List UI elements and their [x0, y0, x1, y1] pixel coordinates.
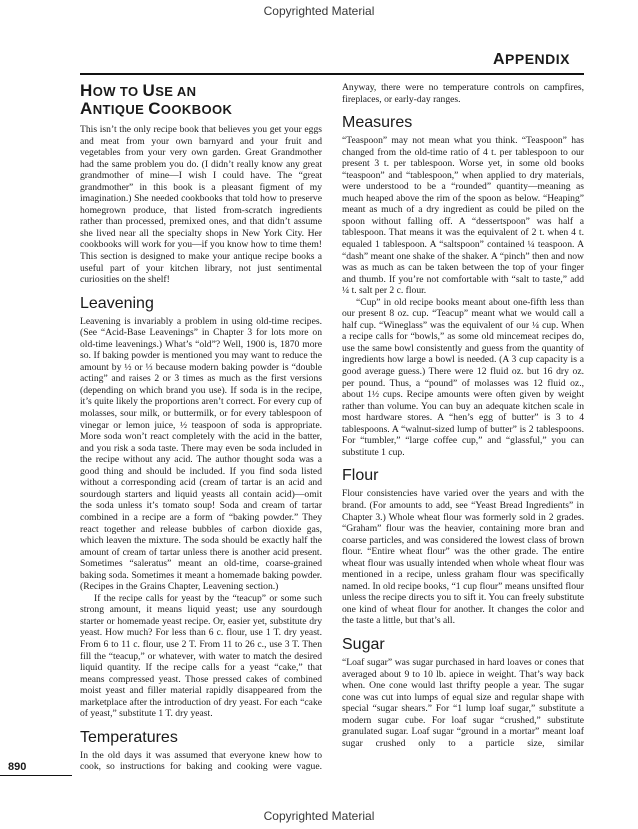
page-number: 890: [8, 761, 27, 773]
title-text: SE AN: [155, 84, 197, 99]
copyright-banner-bottom: Copyrighted Material: [263, 809, 375, 823]
flour-heading: Flour: [342, 467, 379, 485]
measures-paragraph-1: “Teaspoon” may not mean what you think. “Teaspoon” has changed from the old-time ratio of 4 t. per tablespoon to our present 3 t. per tablespoon. Worse yet, in some old books “teaspoon” and “tablespoon,” when applied to dry materials, were understood to be a “rounded” quantity—meaning as much heaped above the rim of the spoon as below. “Heaping” meant as much of a dry ingredient as could be piled on the spoon without falling off. A “dessertspoon” was half a tablespoon. That means it was the equivalent of 2 t. when 4 t. equaled 1 tablespoon. A “saltspoon” contained ¼ teaspoon. A “dash” meant one shake of the shaker. A “pinch” then and now was as much as can be taken between the top of your finger and thumb. If you’re not comfortable with “salt to taste,” add ¼ t. salt per 2 c. flour.: [342, 135, 584, 297]
sugar-heading: Sugar: [342, 635, 385, 653]
right-column: [342, 82, 584, 749]
title-initial: H: [80, 81, 93, 100]
title-initial: U: [142, 81, 156, 100]
header-rule: [80, 73, 584, 75]
title-initial: C: [148, 99, 161, 118]
left-column: [80, 82, 322, 773]
title-text: NTIQUE: [92, 102, 149, 117]
flour-paragraph: Flour consistencies have varied over the years and with the brand. (For amounts to add, see “Yeast Bread Ingredients” in Chapter 3.) Whole wheat flour was formerly sold in 2 grades. “Graham” flour was the heavier, containing more bran and coarse particles, and was considered the lowest class of brown flour. “Entire wheat flour” was the other grade. The entire wheat flour was usually intended when whole wheat flour was mentioned in a recipe, unless graham flour was specifically named. In old recipe books, “1 cup flour” means unsifted flour unless the recipe directs you to sift it. You can freely substitute one kind of wheat flour for another. It changes the color and the taste a little, but that’s all.: [342, 488, 584, 627]
temperatures-heading: Temperatures: [80, 728, 178, 746]
title-text: OW TO: [92, 84, 143, 99]
leavening-paragraph-1: Leavening is invariably a problem in using old-time recipes. (See “Acid-Base Leavenings” in Chapter 3 for lots more on old-time leavenings.) What’s “old”? Well, 1900 is, 1870 more so. If baking powder is mentioned you may want to reduce the amount by ½ or ⅓ because modern baking powder is “double acting” and raises 2 or 3 times as much as the first versions (depending on which brand you use). If soda is in the recipe, it’s quite likely the proportions aren’t correct. For every cup of molasses, sour milk, or buttermilk, or for every tablespoon of vinegar or lemon juice, ½ teaspoon of soda is appropriate. More soda won’t react completely with the acid in the batter, and you risk a soda taste. There may even be soda included in the recipe without any acid. The author thought soda was a good thing and should be included. If you find soda listed without a corresponding acid (cream of tartar is an acid and sourdough starters and liquid yeasts all contain acid)—omit the soda unless it’s tomato soup! Soda and cream of tartar combined in a recipe are a form of “baking powder.” They react together and release bubbles of carbon dioxide gas, which leaven the mixture. The soda should be exactly half the amount of cream of tartar unless there is another acid present. Sometimes “saleratus” meant an old-time, coarse-grained baking soda. Sometimes it meant a homemade baking powder. (Recipes in the Grains Chapter, Leavening section.): [80, 315, 322, 593]
measures-heading: Measures: [342, 114, 413, 132]
measures-paragraph-2: “Cup” in old recipe books meant about one-fifth less than our present 8 oz. cup. “Teacup” meant what we would call a half cup. “Wineglass” was the equivalent of our ¼ cup. When a recipe calls for “bowls,” as some old mincemeat recipes do, use the same bowl consistently and guess from the quantity of ingredients how large a bowl is needed. (A 3 cup capacity is a good average guess.) There were 12 fluid oz. but 16 dry oz. per pound. Thus, a “pound” of molasses was 12 fluid oz., about 1½ cups. Recipe amounts were often given by weight rather than volume. You can buy an adequate kitchen scale in most hardware stores. A “hen’s egg of butter” is 3 to 4 tablespoons. A “walnut-sized lump of butter” is 2 tablespoons. For “tumbler,” “large coffee cup,” and “glassful,” you can substitute 1 cup.: [342, 296, 584, 458]
intro-paragraph: This isn’t the only recipe book that believes you get your eggs and meat from your own barnyard and your fruit and vegetables from your very own garden. Great Grandmother had the same problem you do. (I didn’t really know any great grandmother of mine—I wish I could have. The “great grandmother” in this book is a pleasant figment of my imagination.) She needed cookbooks that told how to preserve homegrown produce, that listed from-scratch ingredients rather than processed, premixed ones, and that didn’t assume she lived near all the specialty shops in New York City. Her cookbooks will work for you—if you know how to time them! This section is designed to make your antique recipe books a useful part of your kitchen library, not just sentimental curiosities on the shelf!: [80, 124, 322, 286]
running-head-rest: PPENDIX: [505, 51, 570, 67]
title-initial: A: [80, 99, 93, 118]
temperatures-paragraph-1: In the old days it was assumed that everyone knew how to cook, so instructions for baking and cooking were vague.: [80, 749, 322, 773]
leavening-paragraph-2: If the recipe calls for yeast by the “teacup” or some such strong amount, it means liquid yeast; use any sourdough starter or homemade yeast recipe. Or, easier yet, substitute dry yeast. How much? For less than 6 c. flour, use 1 T. dry yeast. From 6 to 11 c. flour, use 2 T. From 11 to 26 c., use 3 T. Then fill the “teacup,” or whatever, with water to match the desired liquid quantity. If the recipe calls for a yeast “cake,” that means compressed yeast. Those pressed cakes of combined moist yeast and filler material rapidly disappeared from the marketplace after the introduction of dry yeast. For each “cake of yeast,” substitute 1 T. dry yeast.: [80, 592, 322, 720]
sugar-paragraph: “Loaf sugar” was sugar purchased in hard loaves or cones that averaged about 9 to 10 lb. apiece in weight. That’s way back when. One cone would last thrifty people a year. The sugar cone was cut into lumps of equal size and regular shape with special “sugar shears.” For “1 lump loaf sugar,” substitute a modern sugar cube. For loaf sugar “crushed,” substitute granulated sugar. Loaf sugar “ground in a mortar” meant loaf sugar crushed only to a particle size, similar: [342, 656, 584, 749]
folio-rule: [0, 775, 72, 776]
leavening-heading: Leavening: [80, 294, 154, 312]
chapter-title: [80, 82, 322, 118]
temperatures-paragraph-2: Anyway, there were no temperature controls on campfires, fireplaces, or early-day ranges.: [342, 82, 584, 105]
title-text: OOKBOOK: [160, 102, 233, 117]
copyright-banner-top: Copyrighted Material: [263, 4, 375, 18]
running-head-initial: A: [492, 51, 506, 68]
running-head: [493, 51, 570, 69]
